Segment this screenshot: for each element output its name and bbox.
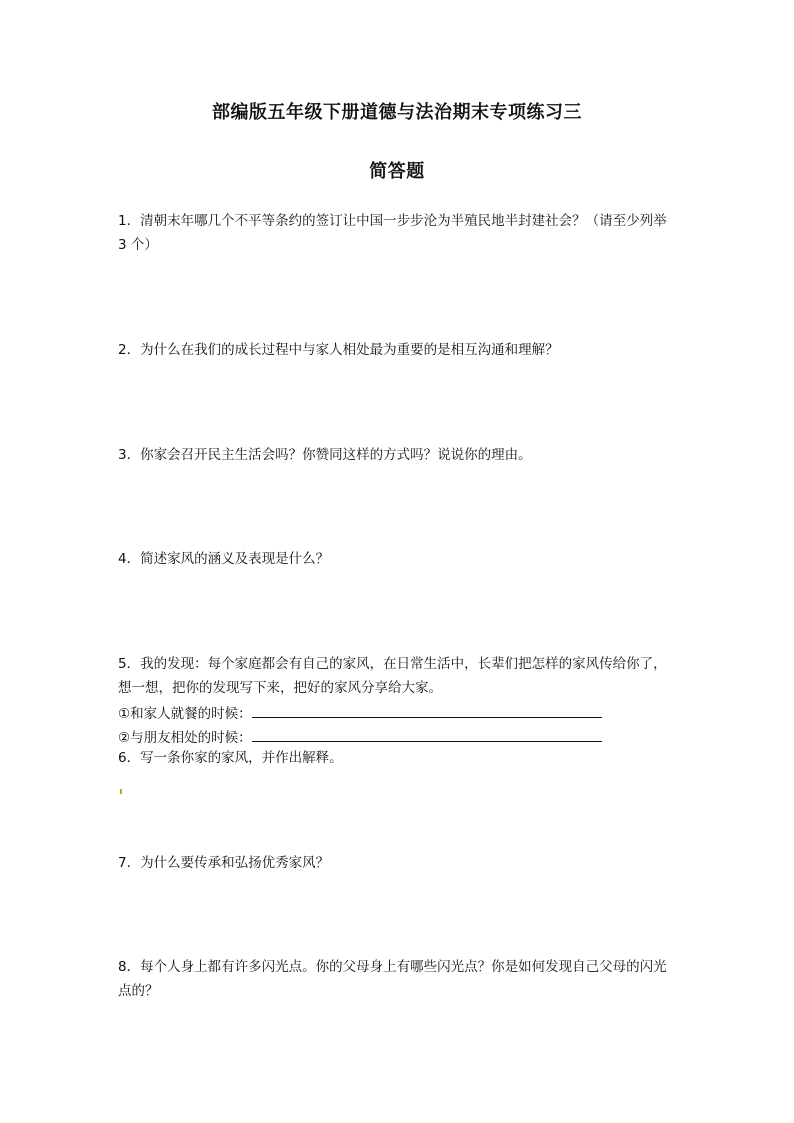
stray-mark — [120, 789, 122, 794]
question-1: 1．清朝末年哪几个不平等条约的签订让中国一步步沦为半殖民地半封建社会？（请至少列举 3 个） — [118, 213, 667, 253]
page-title: 部编版五年级下册道德与法治期末专项练习三 — [212, 102, 582, 123]
question-7: 7．为什么要传承和弘扬优秀家风？ — [118, 855, 330, 871]
fill-in-row-1 — [118, 703, 602, 724]
question-4: 4．简述家风的涵义及表现是什么？ — [118, 551, 330, 567]
question-6: 6．写一条你家的家风，并作出解释。 — [118, 750, 343, 766]
answer-blank-line[interactable] — [252, 703, 602, 718]
question-5: 5．我的发现：每个家庭都会有自己的家风，在日常生活中，长辈们把怎样的家风传给你了，想一想，把你的发现写下来，把好的家风分享给大家。 — [118, 656, 667, 696]
answer-blank-line[interactable] — [252, 727, 602, 742]
fill-in-label: ①和家人就餐的时候： — [118, 706, 252, 722]
question-8: 8．每个人身上都有许多闪光点。你的父母身上有哪些闪光点？你是如何发现自己父母的闪光点的？ — [118, 959, 667, 999]
question-3: 3．你家会召开民主生活会吗？你赞同这样的方式吗？说说你的理由。 — [118, 447, 532, 463]
fill-in-row-2 — [118, 727, 602, 748]
question-2: 2．为什么在我们的成长过程中与家人相处最为重要的是相互沟通和理解？ — [118, 342, 559, 358]
fill-in-label: ②与朋友相处的时候： — [118, 730, 252, 746]
section-heading: 简答题 — [369, 161, 425, 182]
